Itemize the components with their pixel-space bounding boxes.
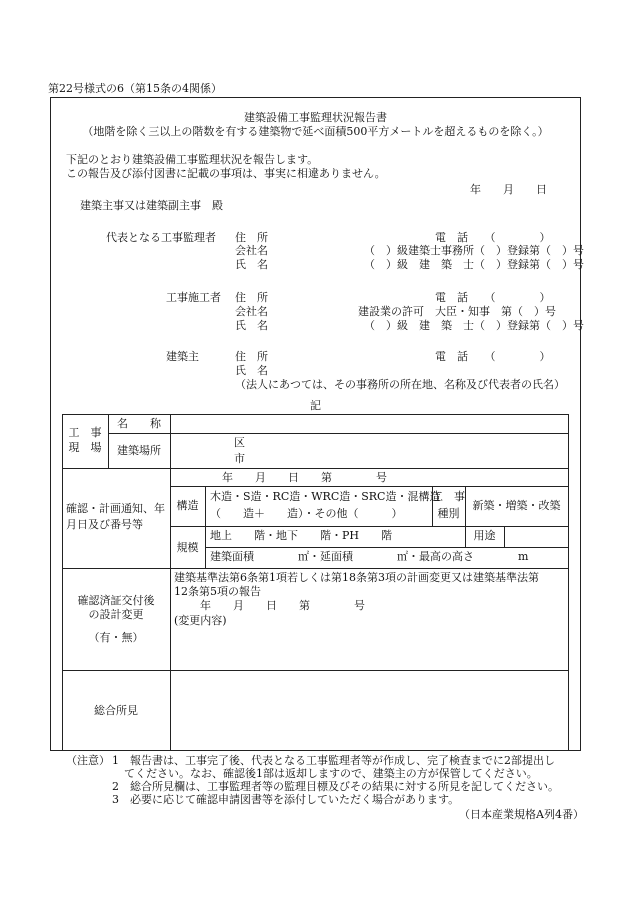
area-line: 建築面積 ㎡・延面積 ㎡・最高の高さ m	[210, 550, 529, 563]
supervisor-company-label: 会社名	[235, 244, 268, 257]
contractor-name-label: 氏 名	[235, 319, 268, 332]
owner-note: （法人にあつては、その事務所の所在地、名称及び代表者の氏名）	[235, 378, 565, 391]
work-type-label-1: 工 事	[432, 490, 465, 503]
supervisor-name-label: 氏 名	[235, 258, 268, 271]
owner-label: 建築主	[166, 350, 199, 363]
scale-label: 規模	[176, 541, 199, 554]
supervisor-address-label: 住 所	[235, 231, 268, 244]
change-label-2: の設計変更	[88, 608, 144, 621]
form-title: 建築設備工事監理状況報告書	[244, 111, 387, 124]
work-type-options: 新築・増築・改築	[472, 499, 561, 512]
table-rule	[205, 547, 568, 548]
contractor-license-1: 建設業の許可 大臣・知事 第（ ）号	[358, 305, 556, 318]
confirm-date: 年 月 日 第 号	[222, 471, 387, 484]
structure-options: 木造・S造・RC造・WRC造・SRC造・混構造	[210, 490, 441, 503]
note-3: 3 必要に応じて確認申請図書等を添付していただく場合があります。	[112, 793, 460, 806]
owner-phone: 電 話 （ ）	[435, 350, 551, 363]
supervisor-license-1: （ ）級建築士事務所（ ）登録第（ ）号	[364, 244, 584, 257]
form-subtitle: （地階を除く三以上の階数を有する建築物で延べ面積500平方メートルを超えるものを除く。）	[82, 125, 549, 138]
ward-label: 区	[234, 436, 245, 449]
table-rule	[205, 486, 206, 568]
table-rule	[170, 414, 171, 750]
intro-line-1: 下記のとおり建築設備工事監理状況を報告します。	[66, 153, 319, 166]
note-1a: 1 報告書は、工事完了後、代表となる工事監理者等が作成し、完了検査までに2部提出し	[112, 754, 555, 767]
table-rule	[504, 526, 505, 547]
change-text-1: 建築基準法第6条第1項若しくは第18条第3項の計画変更又は建築基準法第	[174, 571, 539, 584]
supervisor-label: 代表となる工事監理者	[106, 231, 216, 244]
work-type-label-2: 種別	[437, 507, 460, 520]
note-1b: てください。なお、確認後1部は返却しますので、建築主の方が保管してください。	[124, 767, 538, 780]
structure-other: （ 造＋ 造）・その他（ ）	[210, 507, 403, 520]
change-date: 年 月 日 第 号	[200, 599, 365, 612]
table-rule	[170, 526, 568, 527]
change-text-2: 12条第5項の報告	[174, 585, 261, 598]
footer-standard: （日本産業規格A列4番）	[459, 808, 584, 821]
floors-line: 地上 階・地下 階・PH 階	[210, 529, 392, 542]
table-rule	[62, 670, 568, 671]
summary-label: 総合所見	[94, 704, 138, 717]
contractor-label: 工事施工者	[166, 291, 221, 304]
intro-line-2: この報告及び添付図書に記載の事項は、事実に相違ありません。	[66, 167, 386, 180]
contractor-address-label: 住 所	[235, 291, 268, 304]
table-rule	[568, 414, 569, 750]
table-rule	[62, 468, 568, 469]
note-2: 2 総合所見欄は、工事監理者等の監理目標及びその結果に対する所見を記してください。	[112, 780, 559, 793]
table-rule	[62, 750, 568, 751]
table-rule	[108, 433, 568, 434]
contractor-phone: 電 話 （ ）	[435, 291, 551, 304]
city-label: 市	[234, 452, 245, 465]
contractor-company-label: 会社名	[235, 305, 268, 318]
owner-address-label: 住 所	[235, 350, 268, 363]
change-label-1: 確認済証交付後	[77, 594, 155, 607]
owner-name-label: 氏 名	[235, 364, 268, 377]
addressee: 建築主事又は建築副主事 殿	[80, 199, 223, 212]
supervisor-phone: 電 話 （ ）	[435, 231, 551, 244]
form-number: 第22号様式の6（第15条の4関係）	[48, 82, 222, 95]
confirm-label-2: 月日及び番号等	[66, 518, 143, 531]
change-label-3: （有・無）	[88, 631, 144, 644]
confirm-label-1: 確認・計画通知、年	[66, 502, 165, 515]
location-label: 建築場所	[117, 444, 161, 457]
table-rule	[62, 414, 63, 750]
notes-head: （注意）	[66, 754, 110, 767]
contractor-license-2: （ ）級 建 築 士（ ）登録第（ ）号	[364, 319, 584, 332]
use-label: 用途	[473, 529, 496, 542]
ki-mark: 記	[310, 399, 321, 412]
site-label-1: 工 事	[68, 426, 102, 439]
report-date: 年 月 日	[470, 183, 547, 196]
supervisor-license-2: （ ）級 建 築 士（ ）登録第（ ）号	[364, 258, 584, 271]
structure-label: 構造	[176, 499, 199, 512]
table-rule	[170, 486, 568, 487]
site-label-2: 現 場	[68, 441, 102, 454]
table-rule	[62, 414, 568, 415]
change-content-label: (変更内容)	[174, 614, 227, 627]
name-label: 名 称	[117, 417, 161, 430]
table-rule	[62, 568, 568, 569]
